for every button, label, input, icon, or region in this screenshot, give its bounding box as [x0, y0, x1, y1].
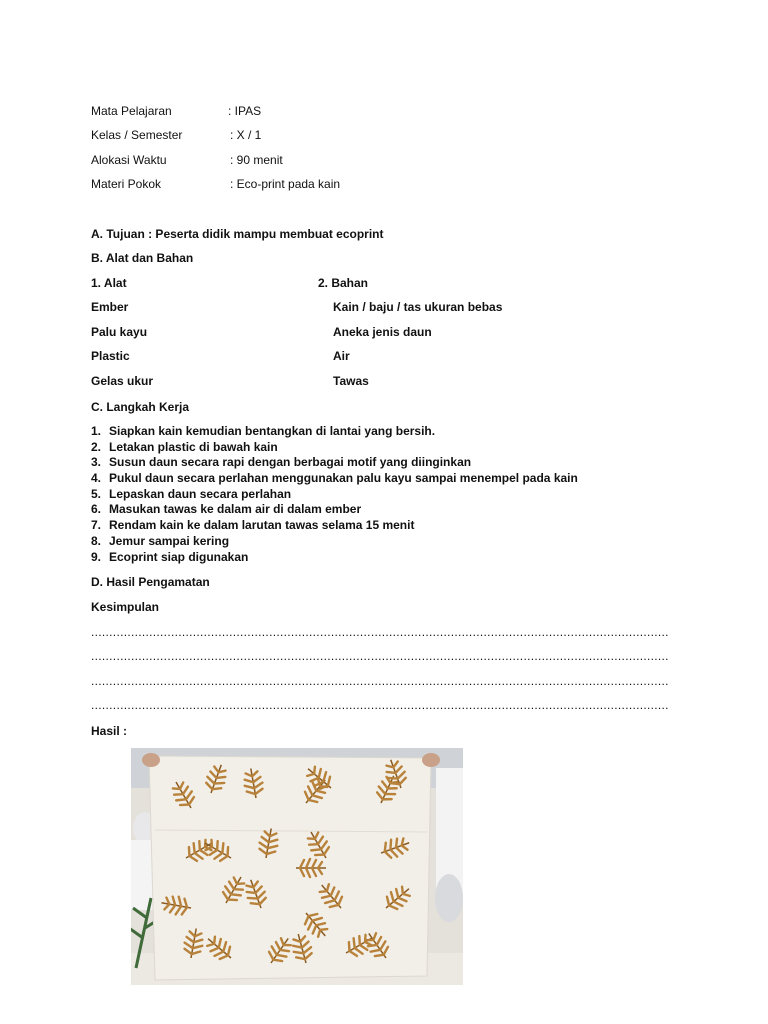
steps-list: [91, 424, 578, 565]
step-text: Lepaskan daun secara perlahan: [109, 486, 292, 501]
step-item: [91, 471, 578, 487]
step-number: 1.: [91, 424, 102, 438]
section-b-title: B. Alat dan Bahan: [91, 251, 194, 265]
label-alokasi-waktu: Alokasi Waktu: [91, 153, 167, 167]
step-item: [91, 455, 578, 471]
step-text: Siapkan kain kemudian bentangkan di lantai yang bersih.: [109, 424, 436, 438]
step-number: 2.: [91, 439, 102, 454]
step-number: 8.: [91, 533, 102, 548]
label-materi-pokok: Materi Pokok: [91, 177, 162, 191]
step-text: Rendam kain ke dalam larutan tawas selama 15 menit: [109, 518, 415, 533]
bahan-item: Tawas: [333, 374, 369, 388]
answer-line: ...............................................................................................................................................................: [91, 650, 669, 662]
step-item: [91, 440, 578, 456]
step-item: [91, 550, 578, 566]
ecoprint-photo: [131, 748, 463, 985]
step-number: 7.: [91, 518, 102, 533]
step-text: Letakan plastic di bawah kain: [109, 439, 278, 454]
step-text: Masukan tawas ke dalam air di dalam ember: [109, 502, 362, 517]
section-c-title: C. Langkah Kerja: [91, 400, 190, 414]
answer-line: ...............................................................................................................................................................: [91, 675, 669, 687]
answer-line: ...............................................................................................................................................................: [91, 626, 669, 638]
answer-line: ...............................................................................................................................................................: [91, 699, 669, 711]
step-text: Ecoprint siap digunakan: [109, 549, 249, 564]
step-text: Pukul daun secara perlahan menggunakan palu kayu sampai menempel pada kain: [109, 471, 578, 486]
step-number: 4.: [91, 471, 102, 486]
section-a-tujuan: A. Tujuan : Peserta didik mampu membuat ecoprint: [91, 227, 384, 241]
step-item: [91, 424, 578, 440]
step-item: [91, 518, 578, 534]
section-d-title: D. Hasil Pengamatan: [91, 575, 210, 589]
step-item: [91, 487, 578, 503]
label-mata-pelajaran: Mata Pelajaran: [91, 104, 172, 118]
step-text: Jemur sampai kering: [109, 533, 230, 548]
step-number: 9.: [91, 549, 102, 564]
alat-item: Ember: [91, 300, 129, 314]
bahan-item: Air: [333, 349, 350, 363]
alat-title: 1. Alat: [91, 276, 127, 290]
bahan-item: Kain / baju / tas ukuran bebas: [333, 300, 503, 314]
value-alokasi-waktu: : 90 menit: [230, 153, 283, 167]
step-number: 6.: [91, 502, 102, 517]
step-item: [91, 534, 578, 550]
label-kelas-semester: Kelas / Semester: [91, 128, 183, 142]
step-number: 5.: [91, 486, 102, 501]
alat-item: Gelas ukur: [91, 374, 154, 388]
step-number: 3.: [91, 455, 102, 470]
hasil-label: Hasil :: [91, 724, 128, 738]
value-mata-pelajaran: : IPAS: [228, 104, 262, 118]
step-text: Susun daun secara rapi dengan berbagai motif yang diinginkan: [109, 455, 472, 470]
bahan-item: Aneka jenis daun: [333, 325, 432, 339]
bahan-title: 2. Bahan: [318, 276, 369, 290]
alat-item: Palu kayu: [91, 325, 148, 339]
alat-item: Plastic: [91, 349, 130, 363]
step-item: [91, 502, 578, 518]
value-materi-pokok: : Eco-print pada kain: [230, 177, 341, 191]
kesimpulan-label: Kesimpulan: [91, 600, 160, 614]
value-kelas-semester: : X / 1: [230, 128, 262, 142]
